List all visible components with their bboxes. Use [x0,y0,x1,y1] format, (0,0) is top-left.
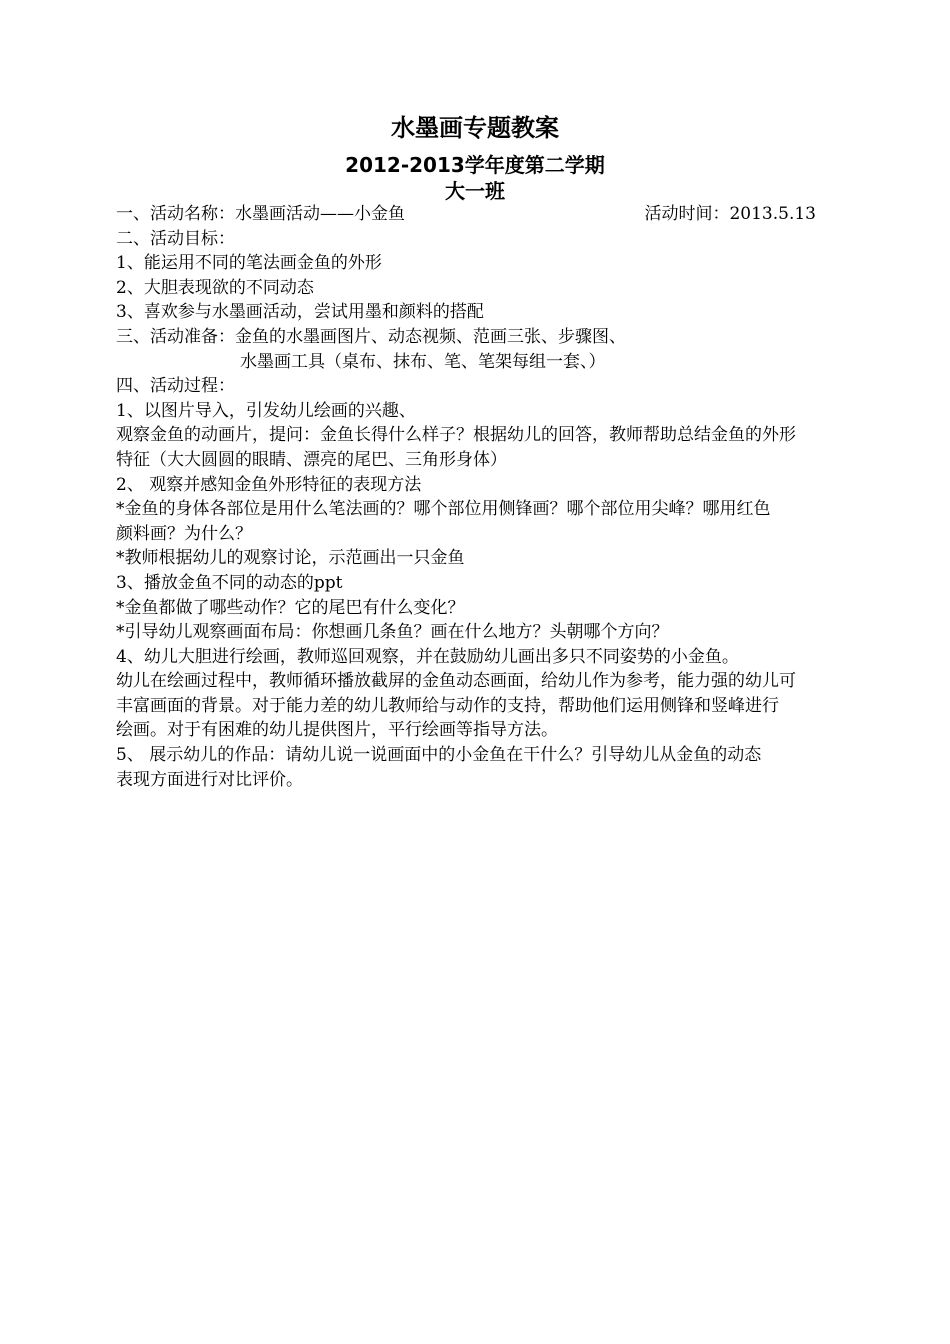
text-line: 表现方面进行对比评价。 [116,769,303,790]
text-line: 5、 展示幼儿的作品：请幼儿说一说画面中的小金鱼在干什么？引导幼儿从金鱼的动态 [116,745,762,766]
text-line: 颜料画？为什么？ [116,523,252,544]
text-line: *金鱼的身体各部位是用什么笔法画的？哪个部位用侧锋画？哪个部位用尖峰？哪用红色 [116,499,771,520]
text-line: 水墨画工具（桌布、抹布、笔、笔架每组一套、） [240,351,606,372]
activity-name: 一、活动名称：水墨画活动——小金鱼 [116,204,405,224]
text-line: 3、播放金鱼不同的动态的ppt [116,572,343,593]
text-line: 1、以图片导入，引发幼儿绘画的兴趣、 [116,400,416,421]
text-line: 特征（大大圆圆的眼睛、漂亮的尾巴、三角形身体） [116,449,507,470]
text-line: 1、能运用不同的笔法画金鱼的外形 [116,253,382,274]
text-line: 2、 观察并感知金鱼外形特征的表现方法 [116,474,422,495]
text-line: 绘画。对于有困难的幼儿提供图片，平行绘画等指导方法。 [116,720,558,741]
activity-time: 活动时间：2013.5.13 [644,204,816,224]
text-line: *引导幼儿观察画面布局：你想画几条鱼？画在什么地方？头朝哪个方向？ [116,622,669,643]
document-subtitle: 2012-2013学年度第二学期 [345,153,605,177]
text-line: 二、活动目标： [116,228,235,249]
text-line: *金鱼都做了哪些动作？它的尾巴有什么变化？ [116,597,465,618]
text-line: 幼儿在绘画过程中，教师循环播放截屏的金鱼动态画面，给幼儿作为参考，能力强的幼儿可 [116,671,796,692]
class-name: 大一班 [445,179,505,203]
text-line: 观察金鱼的动画片，提问：金鱼长得什么样子？根据幼儿的回答，教师帮助总结金鱼的外形 [116,425,796,446]
activity-name-row [116,202,816,227]
text-line: 丰富画面的背景。对于能力差的幼儿教师给与动作的支持，帮助他们运用侧锋和竖峰进行 [116,695,779,716]
text-line: 三、活动准备：金鱼的水墨画图片、动态视频、范画三张、步骤图、 [116,326,626,347]
text-line: 4、幼儿大胆进行绘画，教师巡回观察，并在鼓励幼儿画出多只不同姿势的小金鱼。 [116,646,739,667]
text-line: 3、喜欢参与水墨画活动，尝试用墨和颜料的搭配 [116,302,484,323]
text-line: *教师根据幼儿的观察讨论，示范画出一只金鱼 [116,548,465,569]
document-title: 水墨画专题教案 [391,114,559,142]
document-body [116,202,866,792]
text-line: 2、大胆表现欲的不同动态 [116,277,314,298]
text-line: 四、活动过程： [116,376,235,397]
